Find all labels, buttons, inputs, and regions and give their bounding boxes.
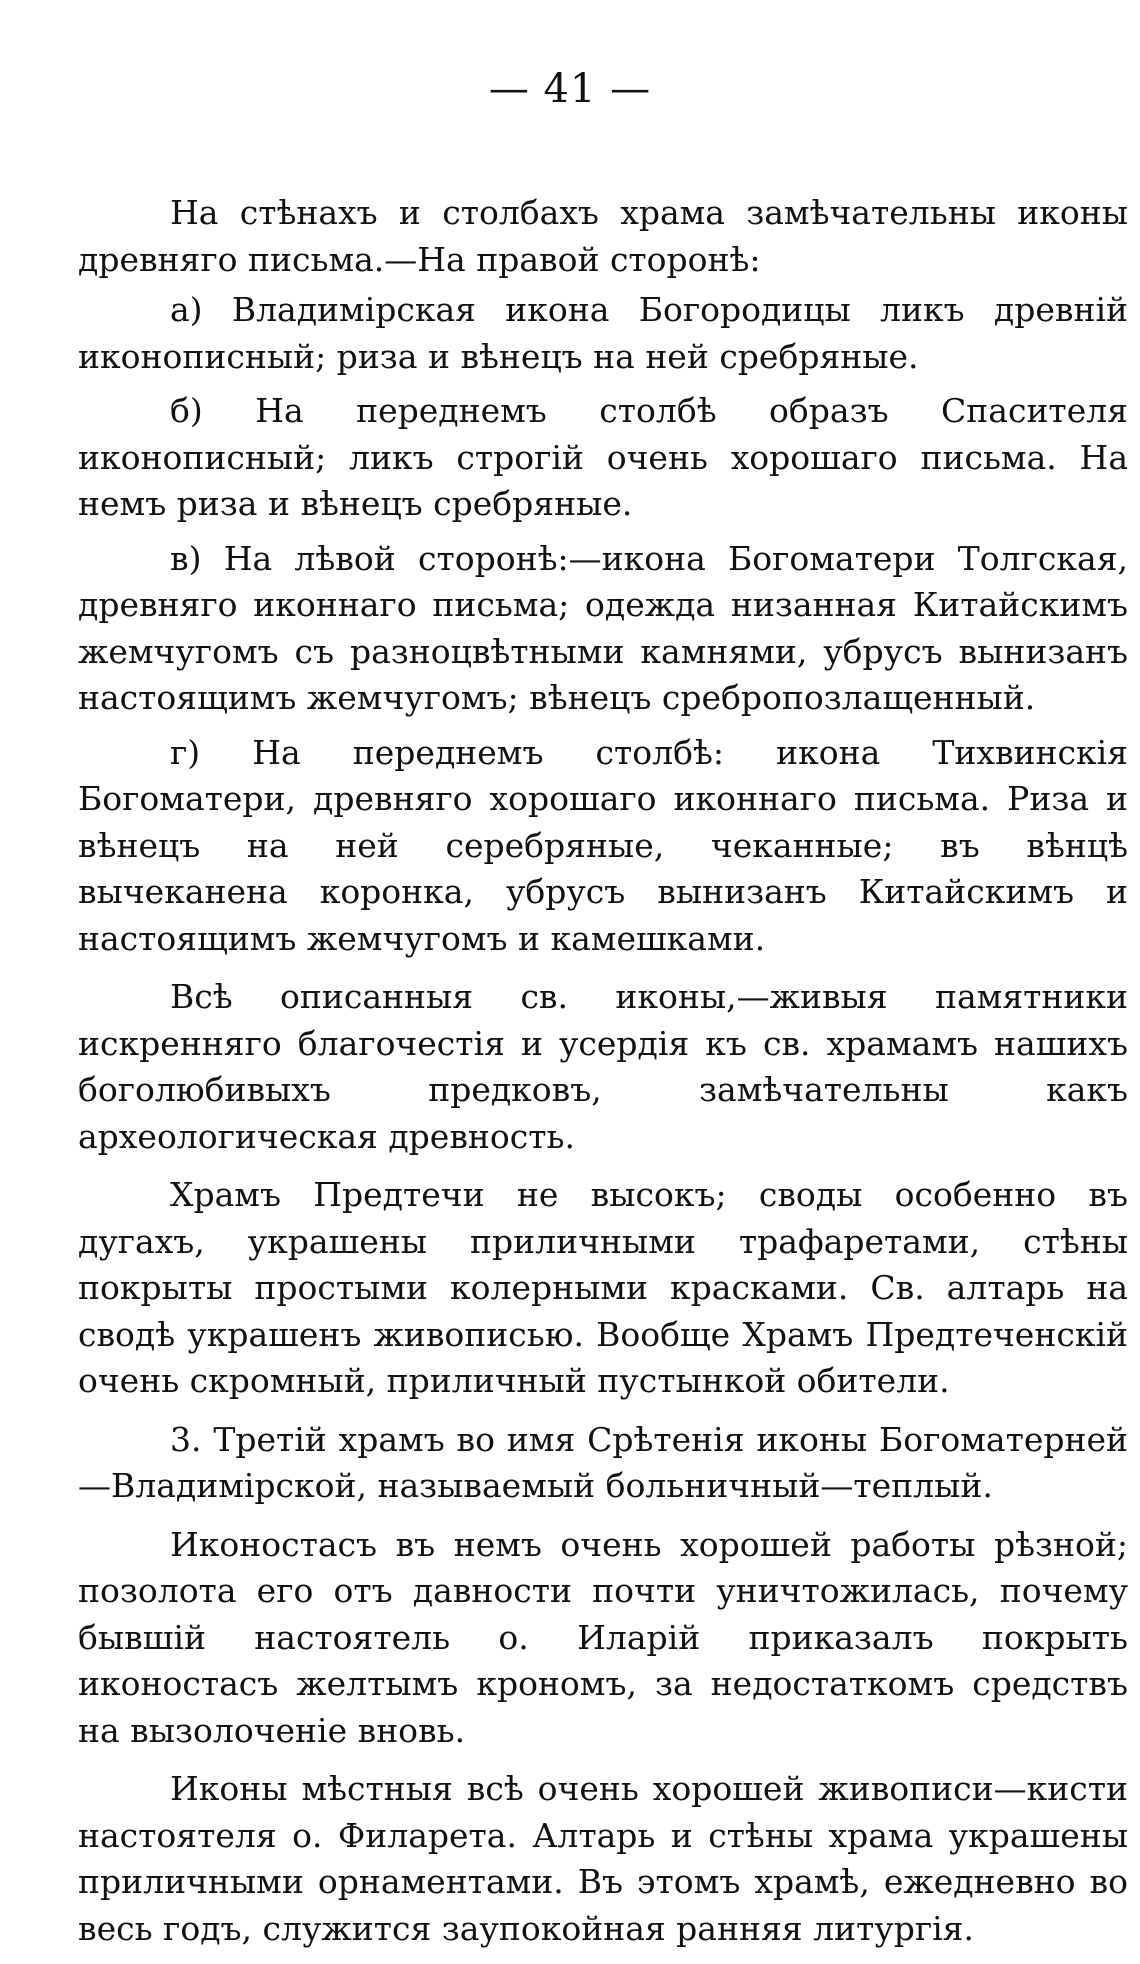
paragraph-iconostasis: Иконостасъ въ немъ очень хорошей работы рѣзной; позолота его отъ давности почти уничтожилась, почему бывшій настоятель о. Иларій приказалъ покрыть иконостасъ желтымъ крономъ, за недостаткомъ средствъ на вызолоченіе вновь.	[78, 1524, 1128, 1750]
paragraph-item-a: а) Владимірская икона Богородицы ликъ древній иконописный; риза и вѣнецъ на ней сребряные.	[78, 290, 1128, 376]
page-text	[78, 190, 1128, 1964]
paragraph-described-icons: Всѣ описанныя св. иконы,—живыя памятники искренняго благочестія и усердія къ св. храмамъ нашихъ боголюбивыхъ предковъ, замѣчательны какъ археологическая древность.	[78, 977, 1128, 1156]
page-number: — 41 —	[488, 66, 652, 112]
paragraph-third-temple: 3. Третій храмъ во имя Срѣтенія иконы Богоматерней—Владимірской, называемый больничный—теплый.	[78, 1419, 1128, 1505]
paragraph-item-g: г) На переднемъ столбѣ: икона Тихвинскія Богоматери, древняго хорошаго иконнаго письма. Риза и вѣнецъ на ней серебряные, чеканные; въ вѣнцѣ вычеканена коронка, убрусъ вынизанъ Китайскимъ и настоящимъ жемчугомъ и камешками.	[78, 732, 1128, 958]
paragraph-item-b: б) На переднемъ столбѣ образъ Спасителя иконописный; ликъ строгій очень хорошаго письма. На немъ риза и вѣнецъ сребряные.	[78, 391, 1128, 523]
paragraph-temple-predtechi: Храмъ Предтечи не высокъ; своды особенно въ дугахъ, украшены приличными трафаретами, стѣны покрыты простыми колерными красками. Св. алтарь на сводѣ украшенъ живописью. Вообще Храмъ Предтеченскій очень скромный, приличный пустынкой обители.	[78, 1175, 1128, 1400]
paragraph-walls-icons: На стѣнахъ и столбахъ храма замѣчательны иконы древняго письма.—На правой сторонѣ:	[78, 193, 1128, 279]
paragraph-local-icons: Иконы мѣстныя всѣ очень хорошей живописи—кисти настоятеля о. Филарета. Алтарь и стѣны храма украшены приличными орнаментами. Въ этомъ храмѣ, ежедневно во весь годъ, служится заупокойная ранняя литургія.	[78, 1769, 1128, 1948]
paragraph-item-v: в) На лѣвой сторонѣ:—икона Богоматери Толгская, древняго иконнаго письма; одежда низанная Китайскимъ жемчугомъ съ разноцвѣтными камнями, убрусъ вынизанъ настоящимъ жемчугомъ; вѣнецъ сребропозлащенный.	[78, 538, 1128, 717]
